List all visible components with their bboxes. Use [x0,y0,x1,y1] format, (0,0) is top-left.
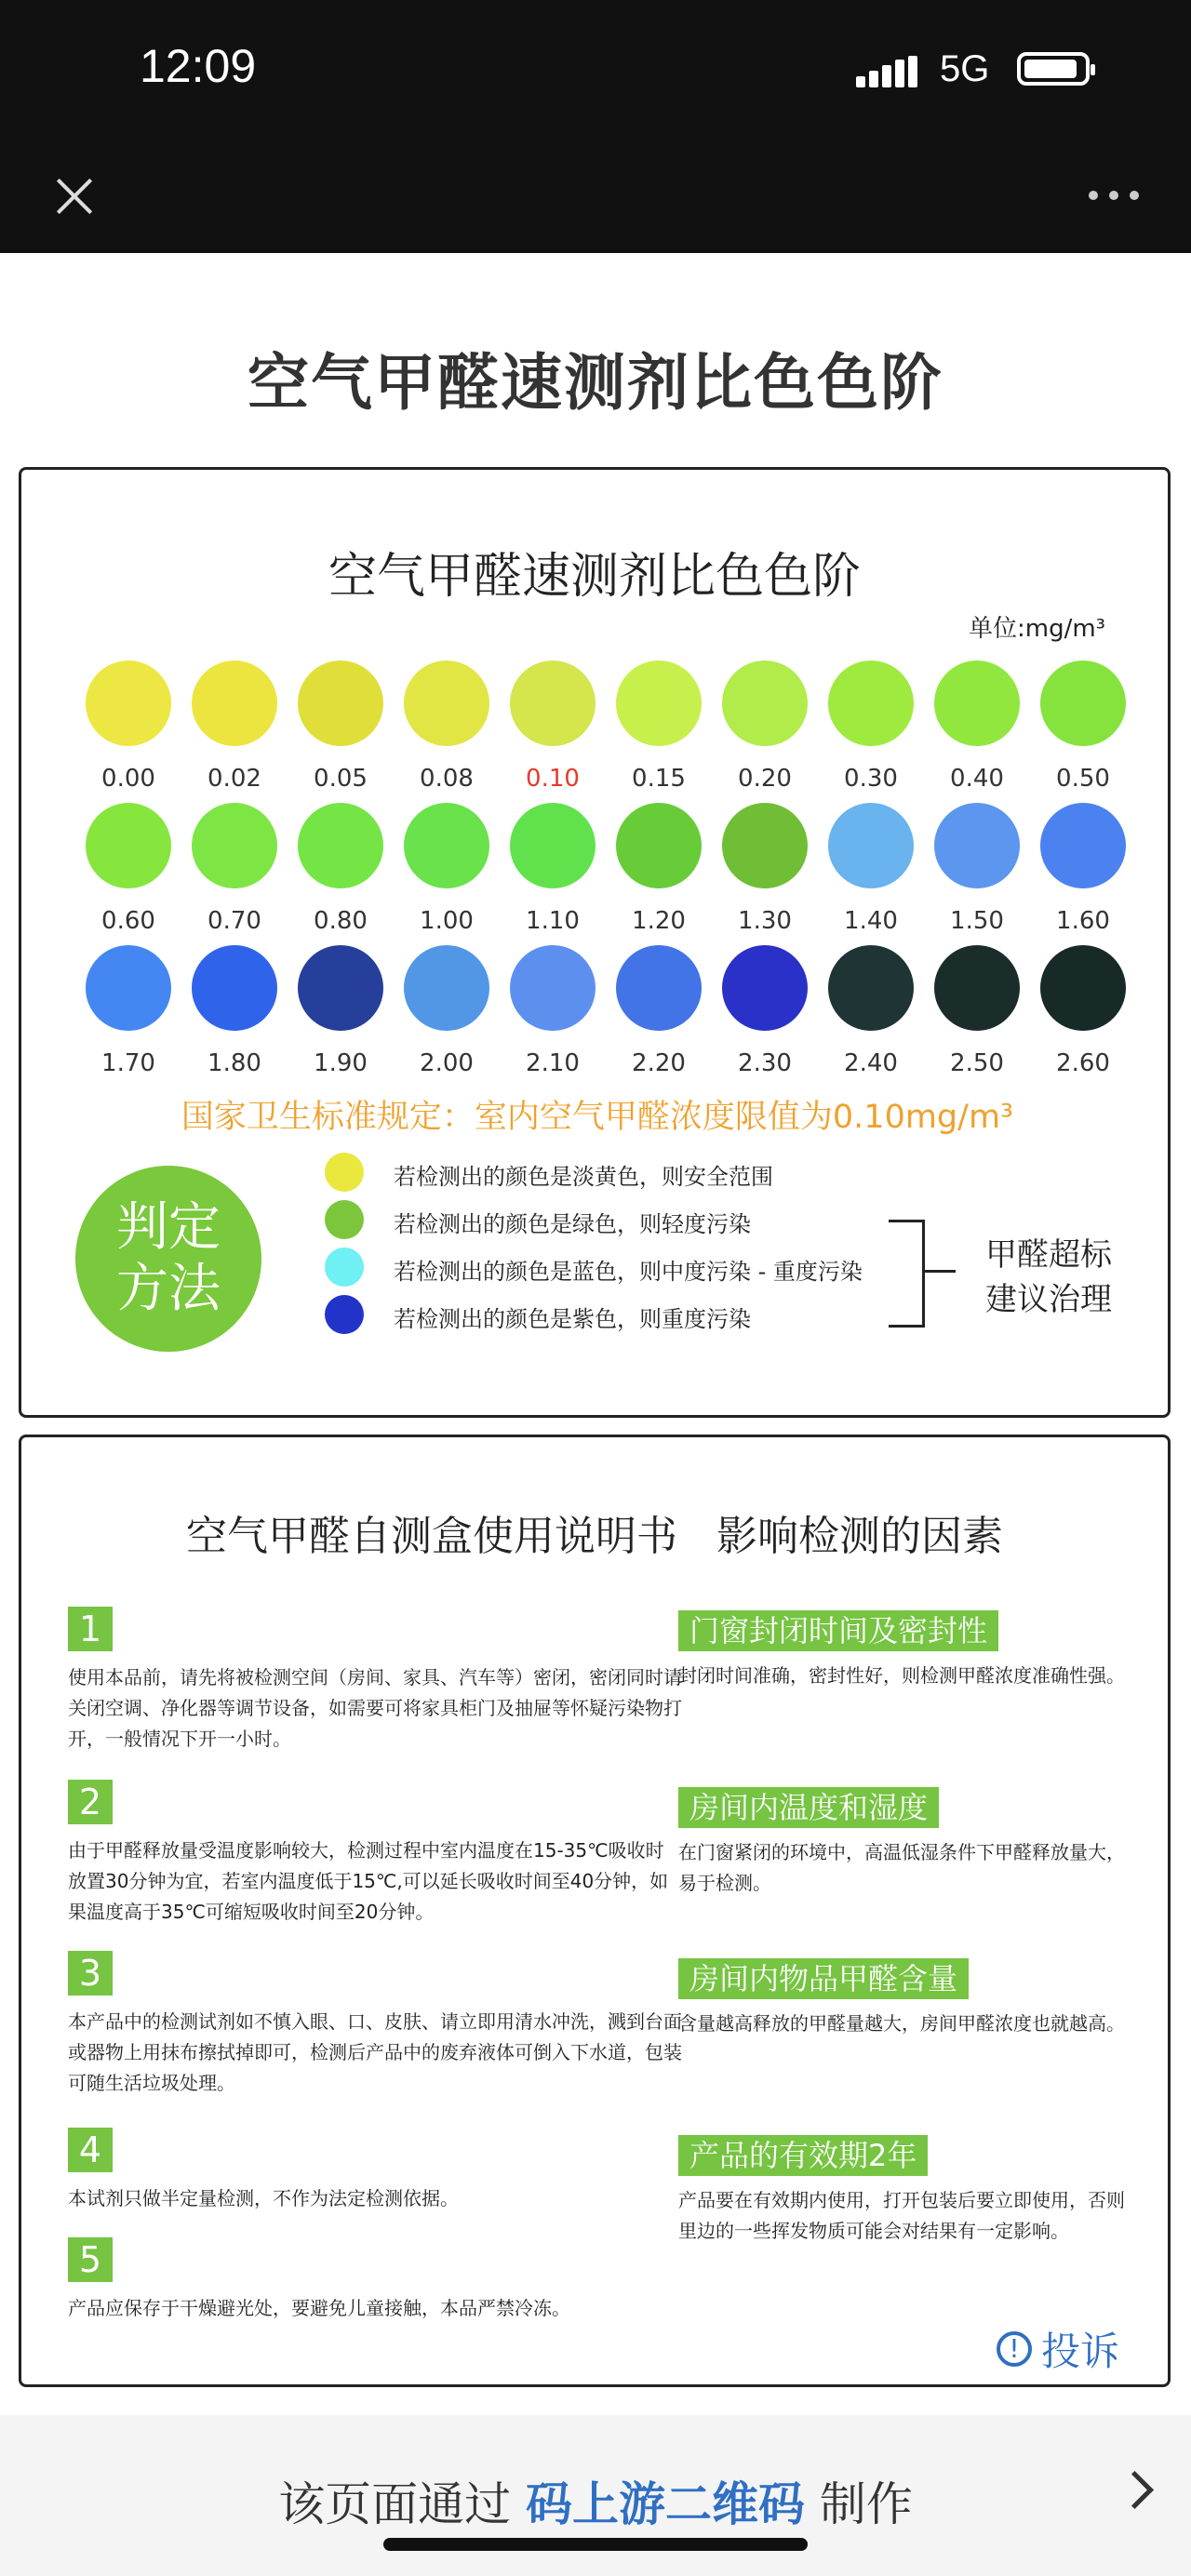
color-swatch [500,945,606,1077]
swatch-dot [298,945,383,1031]
color-swatch [394,661,500,793]
footer-text [0,2467,1191,2534]
color-swatch [181,661,288,793]
footer-prefix: 该页面通过 [278,2477,526,2531]
factor-item [678,2135,1140,2247]
color-swatch [75,945,181,1077]
step-text: 本产品中的检测试剂如不慎入眼、口、皮肤、请立即用清水冲洗，溅到台面或器物上用抹布擦拭掉即可，检测后产品中的废弃液体可倒入下水道，包装可随生活垃圾处理。 [68,2010,682,2094]
swatch-dot [404,945,489,1031]
swatch-label: 1.00 [420,907,474,935]
swatch-row [75,803,1145,945]
factor-text: 含量越高释放的甲醛量越大，房间甲醛浓度也就越高。 [678,2012,1125,2035]
step-text: 由于甲醛释放量受温度影响较大，检测过程中室内温度在15-35℃吸收时放置30分钟为宜，若室内温度低于15℃,可以延长吸收时间至40分钟，如果温度高于35℃可缩短吸收时间至20分钟。 [68,1839,669,1923]
bracket-connector [922,1270,956,1273]
factor-text: 封闭时间准确，密封性好，则检测甲醛浓度准确性强。 [678,1664,1125,1687]
legend-dot [325,1248,364,1287]
legend-dot [325,1295,364,1334]
swatch-label: 0.70 [207,907,261,935]
instruction-step [68,2128,682,2214]
swatch-dot [1040,803,1126,888]
swatch-dot [722,661,808,746]
swatch-label: 1.70 [101,1049,155,1077]
color-swatch [606,945,712,1077]
factor-heading: 房间内温度和湿度 [678,1787,939,1828]
swatch-label: 0.10 [526,765,580,793]
color-swatch [288,803,394,935]
swatch-label: 0.30 [844,765,898,793]
swatch-label: 0.08 [420,765,474,793]
swatch-label: 0.50 [1056,765,1110,793]
swatch-dot [616,661,702,746]
color-swatch [500,803,606,935]
swatch-dot [192,661,277,746]
swatch-dot [828,945,914,1031]
swatch-label: 2.10 [526,1049,580,1077]
color-swatch [606,661,712,793]
nav-bar [0,140,1191,253]
swatch-label: 0.80 [314,907,368,935]
color-swatch [181,803,288,935]
step-number: 4 [68,2128,113,2172]
swatch-dot [404,661,489,746]
page-title: 空气甲醛速测剂比色色阶 [248,347,943,419]
close-button[interactable] [47,167,104,225]
instruction-step [68,2237,682,2324]
swatch-label: 2.00 [420,1049,474,1077]
step-text: 本试剂只做半定量检测，不作为法定检测依据。 [68,2187,459,2209]
judge-method-badge [75,1166,261,1352]
step-number: 1 [68,1607,113,1651]
instructions-title: 空气甲醛自测盒使用说明书 影响检测的因素 [186,1513,1003,1560]
legend-text: 若检测出的颜色是淡黄色，则安全范围 [394,1164,773,1190]
swatch-label: 1.40 [844,907,898,935]
swatch-dot [86,803,171,888]
swatch-row [75,945,1145,1088]
swatch-dot [192,803,277,888]
color-swatch [75,661,181,793]
swatch-dot [934,803,1020,888]
swatch-label: 2.20 [632,1049,686,1077]
swatch-label: 0.00 [101,765,155,793]
battery-icon [1017,52,1090,86]
color-swatch [1030,661,1136,793]
swatch-label: 2.40 [844,1049,898,1077]
advice-text: 甲醛超标 建议治理 [985,1236,1112,1318]
swatch-dot [828,661,914,746]
footer-suffix: 制作 [805,2477,913,2531]
swatch-label: 1.20 [632,907,686,935]
instruction-step [68,1951,682,2099]
instruction-step [68,1607,682,1755]
color-swatch [818,661,924,793]
swatch-dot [616,803,702,888]
swatch-dot [86,661,171,746]
factor-item [678,1958,1140,2039]
swatch-dot [510,945,596,1031]
more-options-button[interactable] [1089,186,1143,205]
step-text: 使用本品前，请先将被检测空间（房间、家具、汽车等）密闭，密闭同时请关闭空调、净化器等调节设备，如需要可将家具柜门及抽屉等怀疑污染物打开，一般情况下开一小时。 [68,1666,682,1750]
swatch-dot [298,803,383,888]
unit-label: 单位:mg/m³ [969,615,1106,643]
color-swatch [288,945,394,1077]
swatch-grid [75,661,1145,1088]
swatch-dot [510,661,596,746]
status-time: 12:09 [140,40,257,92]
legend-text: 若检测出的颜色是蓝色，则中度污染 - 重度污染 [394,1259,863,1285]
judge-method-label: 判定 方法 [116,1197,221,1319]
color-swatch [924,803,1030,935]
color-swatch [1030,803,1136,935]
color-swatch [606,803,712,935]
factor-text: 在门窗紧闭的环境中，高温低湿条件下甲醛释放量大，易于检测。 [678,1841,1125,1894]
status-bar [0,0,1191,140]
color-swatch [924,661,1030,793]
swatch-label: 0.40 [950,765,1004,793]
instruction-step [68,1780,682,1928]
legend-text: 若检测出的颜色是紫色，则重度污染 [394,1306,751,1332]
bracket-line [889,1220,925,1328]
color-swatch [394,803,500,935]
color-swatch [500,661,606,793]
swatch-label: 1.50 [950,907,1004,935]
factor-text: 产品要在有效期内使用，打开包装后要立即使用，否则里边的一些挥发物质可能会对结果有一定影响。 [678,2189,1125,2242]
color-swatch [75,803,181,935]
swatch-row [75,661,1145,803]
factor-item [678,1610,1140,1691]
step-number: 3 [68,1951,113,1995]
color-swatch [394,945,500,1077]
swatch-dot [934,945,1020,1031]
swatch-label: 1.60 [1056,907,1110,935]
step-number: 2 [68,1780,113,1824]
legend-dot [325,1153,364,1192]
legend-text: 若检测出的颜色是绿色，则轻度污染 [394,1211,751,1237]
color-swatch [712,945,818,1077]
color-swatch [181,945,288,1077]
home-indicator [383,2538,808,2551]
swatch-dot [86,945,171,1031]
swatch-label: 2.30 [738,1049,792,1077]
swatch-label: 0.15 [632,765,686,793]
factor-item [678,1787,1140,1899]
signal-icon [856,56,923,87]
swatch-label: 1.90 [314,1049,368,1077]
color-swatch [818,945,924,1077]
factor-heading: 产品的有效期2年 [678,2135,928,2176]
swatch-dot [404,803,489,888]
swatch-dot [828,803,914,888]
swatch-dot [192,945,277,1031]
swatch-label: 0.60 [101,907,155,935]
legend-dot [325,1200,364,1239]
factor-heading: 房间内物品甲醛含量 [678,1958,969,1999]
swatch-dot [1040,945,1126,1031]
swatch-label: 0.05 [314,765,368,793]
swatch-dot [1040,661,1126,746]
network-type: 5G [940,48,990,89]
swatch-dot [722,945,808,1031]
color-swatch [924,945,1030,1077]
alert-icon: ! [997,2331,1032,2367]
swatch-label: 2.60 [1056,1049,1110,1077]
color-chart-card [19,467,1171,1418]
color-swatch [818,803,924,935]
swatch-label: 2.50 [950,1049,1004,1077]
color-swatch [1030,945,1136,1077]
step-text: 产品应保存于干燥避光处，要避免儿童接触，本品严禁冷冻。 [68,2297,570,2319]
swatch-dot [722,803,808,888]
color-swatch [288,661,394,793]
step-number: 5 [68,2237,113,2282]
footer-brand-link[interactable]: 码上游二维码 [526,2477,805,2531]
color-swatch [712,803,818,935]
complain-button[interactable] [997,2321,1119,2377]
swatch-dot [616,945,702,1031]
factor-heading: 门窗封闭时间及密封性 [678,1610,998,1651]
complain-label: 投诉 [1041,2329,1120,2374]
swatch-label: 1.10 [526,907,580,935]
chart-title: 空气甲醛速测剂比色色阶 [328,549,861,605]
swatch-label: 0.02 [207,765,261,793]
standard-text: 国家卫生标准规定：室内空气甲醛浓度限值为0.10mg/m³ [181,1099,1014,1136]
swatch-label: 0.20 [738,765,792,793]
swatch-label: 1.80 [207,1049,261,1077]
swatch-dot [934,661,1020,746]
swatch-dot [298,661,383,746]
swatch-label: 1.30 [738,907,792,935]
swatch-dot [510,803,596,888]
footer-banner[interactable] [0,2415,1191,2576]
instructions-card [19,1435,1171,2387]
color-swatch [712,661,818,793]
